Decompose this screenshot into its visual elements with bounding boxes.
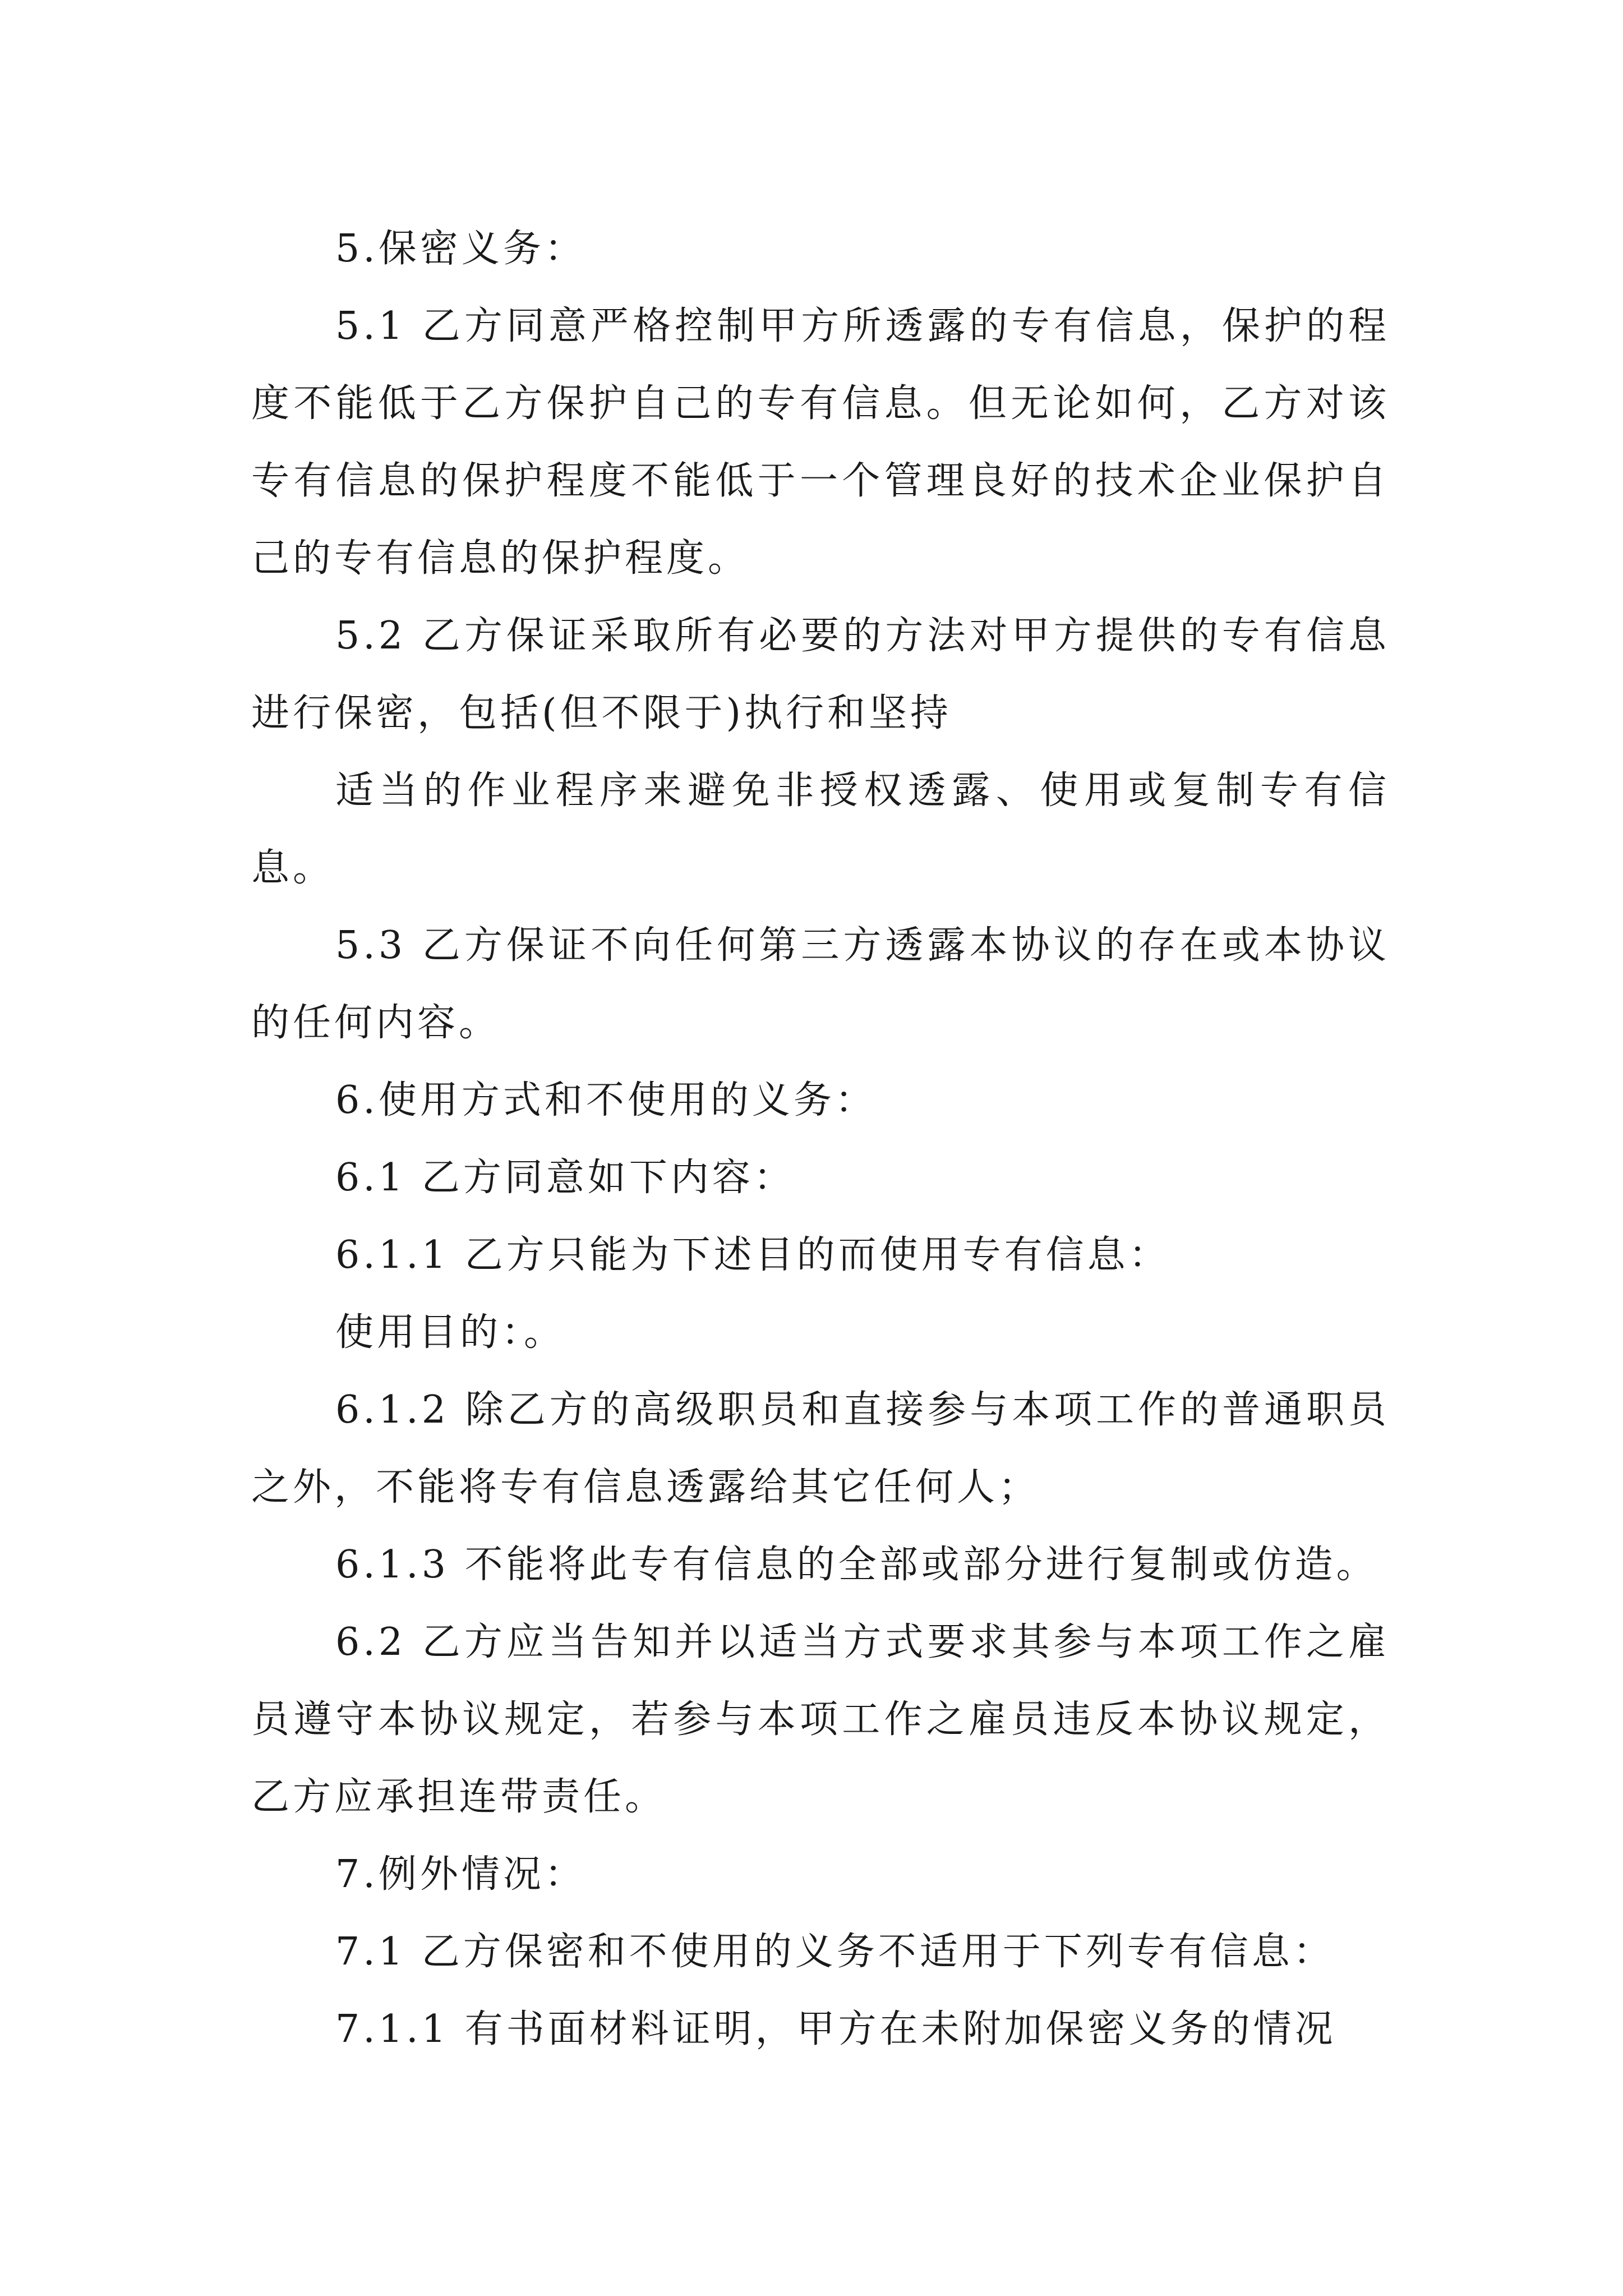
clause-7-1: 7.1 乙方保密和不使用的义务不适用于下列专有信息： xyxy=(335,1930,1335,1974)
section-heading-5: 5.保密义务： xyxy=(335,227,586,271)
clause-6-1: 6.1 乙方同意如下内容： xyxy=(335,1156,795,1200)
clause-5-1: 5.1 乙方同意严格控制甲方所透露的专有信息，保护的程度不能低于乙方保护自己的专有信息。但无论如何，乙方对该专有信息的保护程度不能低于一个管理良好的技术企业保护自己的专有信息的保护程度。 xyxy=(251,304,1390,581)
clause-7-1-1: 7.1.1 有书面材料证明，甲方在未附加保密义务的情况 xyxy=(335,2007,1336,2051)
clause-6-1-1: 6.1.1 乙方只能为下述目的而使用专有信息： xyxy=(335,1233,1170,1277)
clause-6-1-2: 6.1.2 除乙方的高级职员和直接参与本项工作的普通职员之外，不能将专有信息透露给其它任何人； xyxy=(251,1388,1390,1510)
clause-6-2: 6.2 乙方应当告知并以适当方式要求其参与本项工作之雇员遵守本协议规定，若参与本项工作之雇员违反本协议规定，乙方应承担连带责任。 xyxy=(251,1620,1390,1819)
document-body xyxy=(251,210,1390,2068)
usage-purpose: 使用目的：。 xyxy=(335,1310,566,1355)
section-heading-6: 6.使用方式和不使用的义务： xyxy=(335,1078,877,1122)
clause-5-2-continued: 适当的作业程序来避免非授权透露、使用或复制专有信息。 xyxy=(251,769,1390,890)
clause-5-3: 5.3 乙方保证不向任何第三方透露本协议的存在或本协议的任何内容。 xyxy=(251,923,1390,1045)
clause-5-2: 5.2 乙方保证采取所有必要的方法对甲方提供的专有信息进行保密，包括(但不限于)执行和坚持 xyxy=(251,614,1390,735)
clause-6-1-3: 6.1.3 不能将此专有信息的全部或部分进行复制或仿造。 xyxy=(335,1543,1378,1587)
section-heading-7: 7.例外情况： xyxy=(335,1852,586,1897)
